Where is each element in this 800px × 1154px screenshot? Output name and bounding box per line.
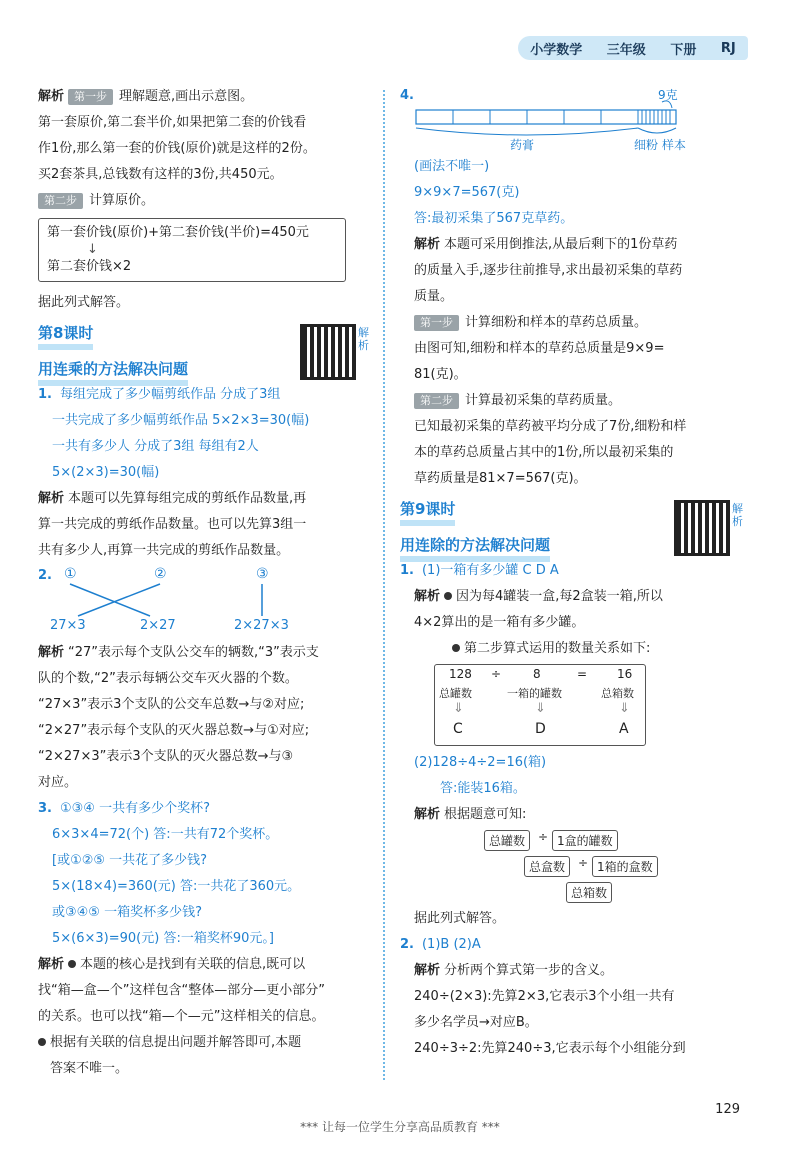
text-line: 草药质量是81×7=567(克)。 — [414, 471, 587, 486]
bullet-icon — [452, 644, 460, 652]
answer-line: (2)128÷4÷2=16(箱) — [414, 755, 547, 770]
down-arrow-icon: ⇓ — [535, 701, 546, 716]
answer-line: 6×3×4=72(个) 答:一共有72个奖杯。 — [52, 827, 279, 842]
header-grade: 三年级 — [606, 42, 646, 58]
text-line: “2×27”表示每个支队的灭火器总数→与①对应; — [38, 723, 310, 738]
box-letter: A — [619, 721, 629, 737]
text-line: 分析两个算式第一步的含义。 — [444, 963, 614, 978]
text-line: 计算原价。 — [89, 193, 155, 208]
text-line: 本题的核心是找到有关联的信息,既可以 — [80, 957, 306, 972]
answer-line: 每组完成了多少幅剪纸作品 分成了3组 — [59, 387, 281, 402]
box-value: 8 — [533, 667, 541, 681]
text-line: 作1份,那么第一套的价钱(原价)就是这样的2份。 — [38, 141, 316, 156]
text-line: 因为每4罐装一盒,每2盒装一箱,所以 — [456, 589, 663, 604]
lesson-topic: 用连乘的方法解决问题 — [38, 358, 188, 386]
column-divider — [383, 90, 385, 1080]
text-line: 据此列式解答。 — [38, 295, 130, 310]
analysis-label: 解析 — [414, 237, 441, 252]
text-line: 对应。 — [38, 775, 78, 790]
bullet-icon — [68, 960, 76, 968]
text-line: 本题可采用倒推法,从最后剩下的1份草药 — [444, 237, 678, 252]
text-line: 共有多少人,再算一共完成的剪纸作品数量。 — [38, 543, 290, 558]
page-number: 129 — [715, 1102, 740, 1117]
text-line: 由图可知,细粉和样本的草药总质量是9×9= — [414, 341, 665, 356]
box-label: 总箱数 — [601, 687, 634, 700]
analysis-label: 解析 — [414, 963, 441, 978]
diagram-label: 药膏 — [510, 138, 535, 152]
text-line: 已知最初采集的草药被平均分成了7份,细粉和样 — [414, 419, 687, 434]
text-line: 根据有关联的信息提出问题并解答即可,本题 — [50, 1035, 302, 1050]
left-column — [38, 84, 373, 1082]
tree-node: 总罐数 — [484, 830, 530, 851]
answer-line: 或③④⑤ 一箱奖杯多少钱? — [52, 905, 202, 920]
right-column — [400, 84, 746, 1062]
box-operator: = — [577, 667, 588, 681]
lesson-number: 第8课时 — [38, 322, 93, 350]
answer-line: 5×(6×3)=90(元) 答:一箱奖杯90元。] — [52, 931, 274, 946]
qr-label: 解析 — [732, 502, 743, 528]
down-arrow-icon: ⇓ — [619, 701, 630, 716]
text-line: 质量。 — [414, 289, 454, 304]
page-header — [518, 36, 748, 60]
answer-line: 一共完成了多少幅剪纸作品 5×2×3=30(幅) — [52, 413, 310, 428]
box-letter: D — [535, 721, 546, 737]
tree-node: 总箱数 — [566, 882, 612, 903]
text-line: 4×2算出的是一箱有多少罐。 — [414, 615, 585, 630]
analysis-label: 解析 — [38, 957, 65, 972]
box-label: 总罐数 — [439, 687, 472, 700]
tree-operator: ÷ — [538, 830, 549, 844]
question-number: 2. — [400, 937, 414, 952]
step-tag: 第一步 — [68, 89, 113, 105]
box-label: 一箱的罐数 — [507, 687, 562, 700]
expression: 2×27×3 — [234, 618, 289, 633]
relation-box — [38, 218, 346, 282]
text-line: “27×3”表示3个支队的公交车总数→与②对应; — [38, 697, 305, 712]
lesson-topic: 用连除的方法解决问题 — [400, 534, 550, 562]
lesson-number: 第9课时 — [400, 498, 455, 526]
down-arrow-icon: ⇓ — [453, 701, 464, 716]
text-line: 根据题意可知: — [444, 807, 527, 822]
text-line: 理解题意,画出示意图。 — [119, 89, 254, 104]
tree-node: 1盒的罐数 — [552, 830, 618, 851]
header-subject: 小学数学 — [530, 42, 583, 58]
answer-line: (1)B (2)A — [421, 937, 481, 952]
text-line: 多少名学员→对应B。 — [414, 1015, 538, 1030]
question-number: 4. — [400, 88, 414, 103]
answer-line: 9×9×7=567(克) — [414, 185, 520, 200]
box-value: 128 — [449, 667, 472, 681]
answer-line: 5×(18×4)=360(元) 答:一共花了360元。 — [52, 879, 301, 894]
text-line: 第二步算式运用的数量关系如下: — [464, 641, 651, 656]
segment-bar — [400, 84, 740, 154]
text-line: 据此列式解答。 — [414, 911, 506, 926]
analysis-label: 解析 — [38, 645, 65, 660]
lesson-8-title — [38, 322, 373, 380]
text-line: 计算最初采集的草药质量。 — [465, 393, 622, 408]
question-number: 2. — [38, 568, 52, 583]
question-number: 1. — [38, 387, 52, 402]
text-line: 买2套茶具,总钱数有这样的3份,共450元。 — [38, 167, 283, 182]
matching-diagram — [38, 564, 373, 640]
text-line: 队的个数,“2”表示每辆公交车灭火器的个数。 — [38, 671, 298, 686]
answer-line: 5×(2×3)=30(幅) — [52, 465, 160, 480]
down-arrow-icon: ↓ — [87, 242, 98, 257]
circle-3: ③ — [256, 566, 269, 582]
text-line: 81(克)。 — [414, 367, 467, 382]
header-term: 下册 — [670, 42, 697, 58]
lesson-9-title — [400, 498, 746, 556]
step-tag: 第二步 — [38, 193, 83, 209]
text-line: 240÷(2×3):先算2×3,它表示3个小组一共有 — [414, 989, 675, 1004]
bullet-icon — [444, 592, 452, 600]
diagram-label: 9克 — [658, 88, 678, 102]
footer-slogan: *** 让每一位学生分享高品质教育 *** — [300, 1120, 500, 1134]
expression: 27×3 — [50, 618, 86, 633]
box-line: 第二套价钱×2 — [47, 259, 132, 274]
analysis-label: 解析 — [414, 589, 441, 604]
expression: 2×27 — [140, 618, 176, 633]
text-line: 的关系。也可以找“箱—个—元”这样相关的信息。 — [38, 1009, 325, 1024]
text-line: 计算细粉和样本的草药总质量。 — [465, 315, 648, 330]
qr-code-icon[interactable] — [300, 324, 356, 380]
tree-node: 总盒数 — [524, 856, 570, 877]
text-line: 的质量入手,逐步往前推导,求出最初采集的草药 — [414, 263, 683, 278]
question-number: 3. — [38, 801, 52, 816]
answer-line: (画法不唯一) — [414, 159, 490, 174]
diagram-label: 细粉 样本 — [634, 138, 686, 152]
circle-2: ② — [154, 566, 167, 582]
step-tag: 第一步 — [414, 315, 459, 331]
box-operator: ÷ — [491, 667, 502, 681]
answer-line: 一共有多少人 分成了3组 每组有2人 — [52, 439, 259, 454]
text-line: 本的草药总质量占其中的1份,所以最初采集的 — [414, 445, 674, 460]
header-edition: RJ — [720, 40, 736, 56]
box-value: 16 — [617, 667, 633, 681]
tree-operator: ÷ — [578, 856, 589, 870]
text-line: 算一共完成的剪纸作品数量。也可以先算3组一 — [38, 517, 307, 532]
text-line: 本题可以先算每组完成的剪纸作品数量,再 — [68, 491, 307, 506]
box-line: 第一套价钱(原价)+第二套价钱(半价)=450元 — [47, 225, 309, 240]
text-line: 240÷3÷2:先算240÷3,它表示每个小组能分到 — [414, 1041, 686, 1056]
box-letter: C — [453, 721, 463, 737]
segment-diagram — [400, 84, 746, 154]
text-line: 答案不唯一。 — [50, 1061, 129, 1076]
text-line: 找“箱—盒—个”这样包含“整体—部分—更小部分” — [38, 983, 325, 998]
qr-code-icon[interactable] — [674, 500, 730, 556]
analysis-label: 解析 — [414, 807, 441, 822]
answer-line: 答:能装16箱。 — [440, 781, 526, 796]
answer-line: 答:最初采集了567克草药。 — [414, 211, 574, 226]
step-tag: 第二步 — [414, 393, 459, 409]
text-line: “2×27×3”表示3个支队的灭火器总数→与③ — [38, 749, 294, 764]
circle-1: ① — [64, 566, 77, 582]
qr-label: 解析 — [358, 326, 369, 352]
analysis-label: 解析 — [38, 491, 65, 506]
quantity-relation-box — [434, 664, 646, 746]
question-number: 1. — [400, 563, 414, 578]
text-line: 第一套原价,第二套半价,如果把第二套的价钱看 — [38, 115, 307, 130]
answer-line: [或①②⑤ 一共花了多少钱? — [52, 853, 208, 868]
answer-line: (1)一箱有多少罐 C D A — [421, 563, 559, 578]
text-line: “27”表示每个支队公交车的辆数,“3”表示支 — [68, 645, 319, 660]
tree-node: 1箱的盒数 — [592, 856, 658, 877]
answer-line: ①③④ 一共有多少个奖杯? — [59, 801, 210, 816]
analysis-label: 解析 — [38, 89, 65, 104]
bullet-icon — [38, 1038, 46, 1046]
division-tree-diagram — [400, 828, 746, 906]
